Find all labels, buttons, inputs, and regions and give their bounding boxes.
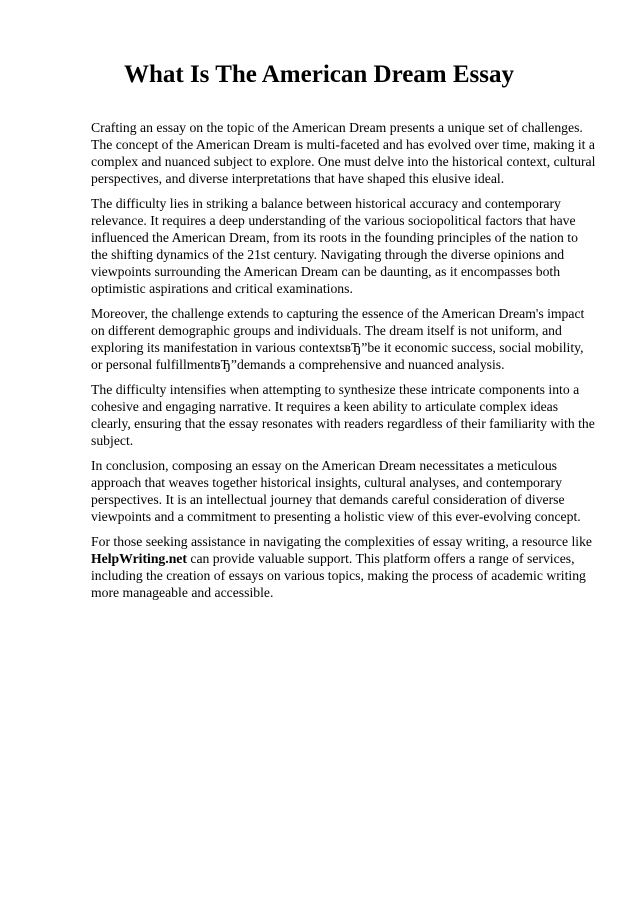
paragraph-4: The difficulty intensifies when attempting to synthesize these intricate components into a cohesive and engaging narrative. It requires a keen ability to articulate complex ideas clearly, ensuring that the essay resonates with readers regardless of their familiarity with the subject. xyxy=(91,382,595,448)
paragraph-6 xyxy=(91,533,597,601)
paragraph-1: Crafting an essay on the topic of the American Dream presents a unique set of challenges. The concept of the American Dream is multi-faceted and has evolved over time, making it a complex and nuanced subject to explore. One must delve into the historical context, cultural perspectives, and diverse interpretations that have shaped this elusive ideal. xyxy=(91,120,596,186)
helpwriting-link[interactable]: HelpWriting.net xyxy=(91,551,187,566)
paragraph-3: Moreover, the challenge extends to capturing the essence of the American Dream's impact on different demographic groups and individuals. The dream itself is not uniform, and exploring its manifestation in various contextsвЂ”be it economic success, social mobility, or personal fulfillmentвЂ”demands a comprehensive and nuanced analysis. xyxy=(91,306,585,372)
paragraph-5: In conclusion, composing an essay on the American Dream necessitates a meticulous approach that weaves together historical insights, cultural analyses, and contemporary perspectives. It is an intellectual journey that demands careful consideration of diverse viewpoints and a commitment to presenting a holistic view of this ever-evolving concept. xyxy=(91,458,581,524)
document-body xyxy=(91,119,597,609)
paragraph-6-rest: can provide valuable support. This platform offers a range of services, including the creation of essays on various topics, making the process of academic writing more manageable and accessible. xyxy=(91,551,586,600)
paragraph-6-intro: For those seeking assistance in navigating the complexities of essay writing, a resource like xyxy=(91,534,592,549)
document-title: What Is The American Dream Essay xyxy=(123,61,515,88)
paragraph-2: The difficulty lies in striking a balance between historical accuracy and contemporary relevance. It requires a deep understanding of the various sociopolitical factors that have influenced the American Dream, from its roots in the founding principles of the nation to the shifting dynamics of the 21st century. Navigating through the diverse opinions and viewpoints surrounding the American Dream can be daunting, as it encompasses both optimistic aspirations and critical examinations. xyxy=(91,196,578,296)
